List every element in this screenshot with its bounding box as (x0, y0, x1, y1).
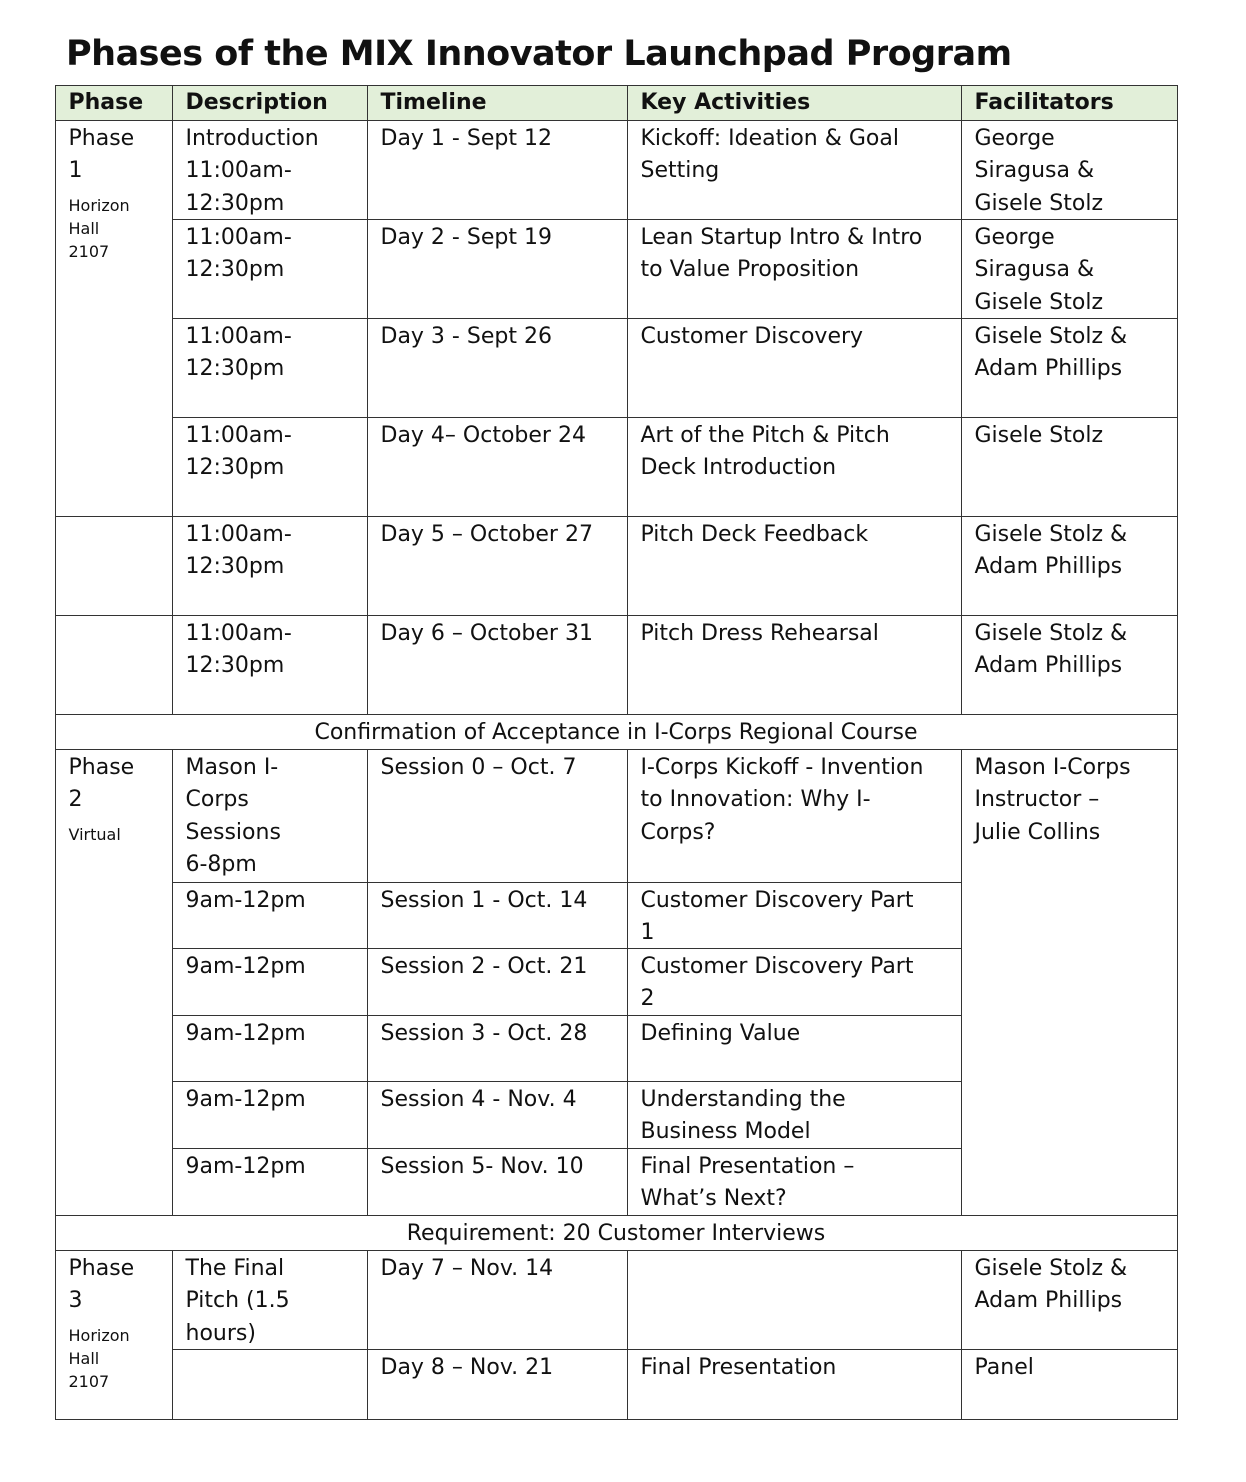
requirement-row: Requirement: 20 Customer Interviews (55, 1215, 1178, 1251)
column-header-key-activities: Key Activities (627, 85, 962, 121)
phase3-label: Phase 3 (68, 1255, 135, 1313)
timeline-cell: Day 2 - Sept 19 (367, 219, 628, 319)
phase2-label: Phase 2 (68, 754, 135, 812)
facilitators-cell: Gisele Stolz & Adam Phillips (961, 318, 1178, 418)
timeline-cell: Session 0 – Oct. 7 (367, 749, 628, 883)
facilitators-cell: Panel (961, 1349, 1178, 1420)
key-activities-cell: Final Presentation (627, 1349, 962, 1420)
facilitators-cell: George Siragusa & Gisele Stolz (961, 120, 1178, 220)
description-cell: 11:00am- 12:30pm (172, 615, 368, 715)
empty-phase-cell (55, 516, 173, 616)
description-cell: 9am-12pm (172, 882, 368, 949)
key-activities-cell: Art of the Pitch & Pitch Deck Introduction (627, 417, 962, 517)
description-cell: 11:00am- 12:30pm (172, 318, 368, 418)
key-activities-cell: Customer Discovery Part 1 (627, 882, 962, 949)
phase3-cell (55, 1250, 173, 1420)
phase1-location: Horizon Hall 2107 (68, 195, 130, 261)
facilitators-cell: Gisele Stolz & Adam Phillips (961, 1250, 1178, 1350)
timeline-cell: Day 6 – October 31 (367, 615, 628, 715)
facilitators-cell: Gisele Stolz (961, 417, 1178, 517)
timeline-cell: Session 5- Nov. 10 (367, 1148, 628, 1216)
phase1-label: Phase 1 (68, 125, 135, 183)
description-cell: 9am-12pm (172, 1081, 368, 1149)
timeline-cell: Day 8 – Nov. 21 (367, 1349, 628, 1420)
key-activities-cell: Pitch Deck Feedback (627, 516, 962, 616)
key-activities-cell: Customer Discovery Part 2 (627, 948, 962, 1016)
timeline-cell: Session 4 - Nov. 4 (367, 1081, 628, 1149)
facilitators-cell: Mason I-Corps Instructor – Julie Collins (961, 749, 1178, 1216)
timeline-cell: Session 1 - Oct. 14 (367, 882, 628, 949)
description-cell: 9am-12pm (172, 1015, 368, 1082)
timeline-cell: Day 1 - Sept 12 (367, 120, 628, 220)
timeline-cell: Day 5 – October 27 (367, 516, 628, 616)
description-cell: The Final Pitch (1.5 hours) (172, 1250, 368, 1350)
description-cell (172, 1349, 368, 1420)
key-activities-cell: Customer Discovery (627, 318, 962, 418)
empty-phase-cell (55, 615, 173, 715)
key-activities-cell: Defining Value (627, 1015, 962, 1082)
key-activities-cell: Kickoff: Ideation & Goal Setting (627, 120, 962, 220)
key-activities-cell: Final Presentation – What’s Next? (627, 1148, 962, 1216)
column-header-facilitators: Facilitators (961, 85, 1178, 121)
facilitators-cell: Gisele Stolz & Adam Phillips (961, 615, 1178, 715)
phase2-cell (55, 749, 173, 1216)
description-cell: 9am-12pm (172, 1148, 368, 1216)
key-activities-cell: Understanding the Business Model (627, 1081, 962, 1149)
phase2-location: Virtual (68, 824, 121, 844)
description-cell: 11:00am- 12:30pm (172, 417, 368, 517)
timeline-cell: Day 7 – Nov. 14 (367, 1250, 628, 1350)
key-activities-cell: I-Corps Kickoff - Invention to Innovation: Why I- Corps? (627, 749, 962, 883)
facilitators-cell: Gisele Stolz & Adam Phillips (961, 516, 1178, 616)
key-activities-cell: Pitch Dress Rehearsal (627, 615, 962, 715)
timeline-cell: Day 4– October 24 (367, 417, 628, 517)
key-activities-cell (627, 1250, 962, 1350)
key-activities-cell: Lean Startup Intro & Intro to Value Proposition (627, 219, 962, 319)
phase1-cell (55, 120, 173, 517)
column-header-phase: Phase (55, 85, 173, 121)
description-cell: 11:00am- 12:30pm (172, 219, 368, 319)
timeline-cell: Session 2 - Oct. 21 (367, 948, 628, 1016)
timeline-cell: Day 3 - Sept 26 (367, 318, 628, 418)
facilitators-cell: George Siragusa & Gisele Stolz (961, 219, 1178, 319)
description-cell: 9am-12pm (172, 948, 368, 1016)
description-cell: Introduction 11:00am- 12:30pm (172, 120, 368, 220)
description-cell: Mason I- Corps Sessions 6-8pm (172, 749, 368, 883)
phase3-location: Horizon Hall 2107 (68, 1325, 130, 1391)
column-header-timeline: Timeline (367, 85, 628, 121)
timeline-cell: Session 3 - Oct. 28 (367, 1015, 628, 1082)
confirmation-row: Confirmation of Acceptance in I-Corps Regional Course (55, 714, 1178, 750)
page-title: Phases of the MIX Innovator Launchpad Program (66, 34, 1012, 74)
description-cell: 11:00am- 12:30pm (172, 516, 368, 616)
column-header-description: Description (172, 85, 368, 121)
